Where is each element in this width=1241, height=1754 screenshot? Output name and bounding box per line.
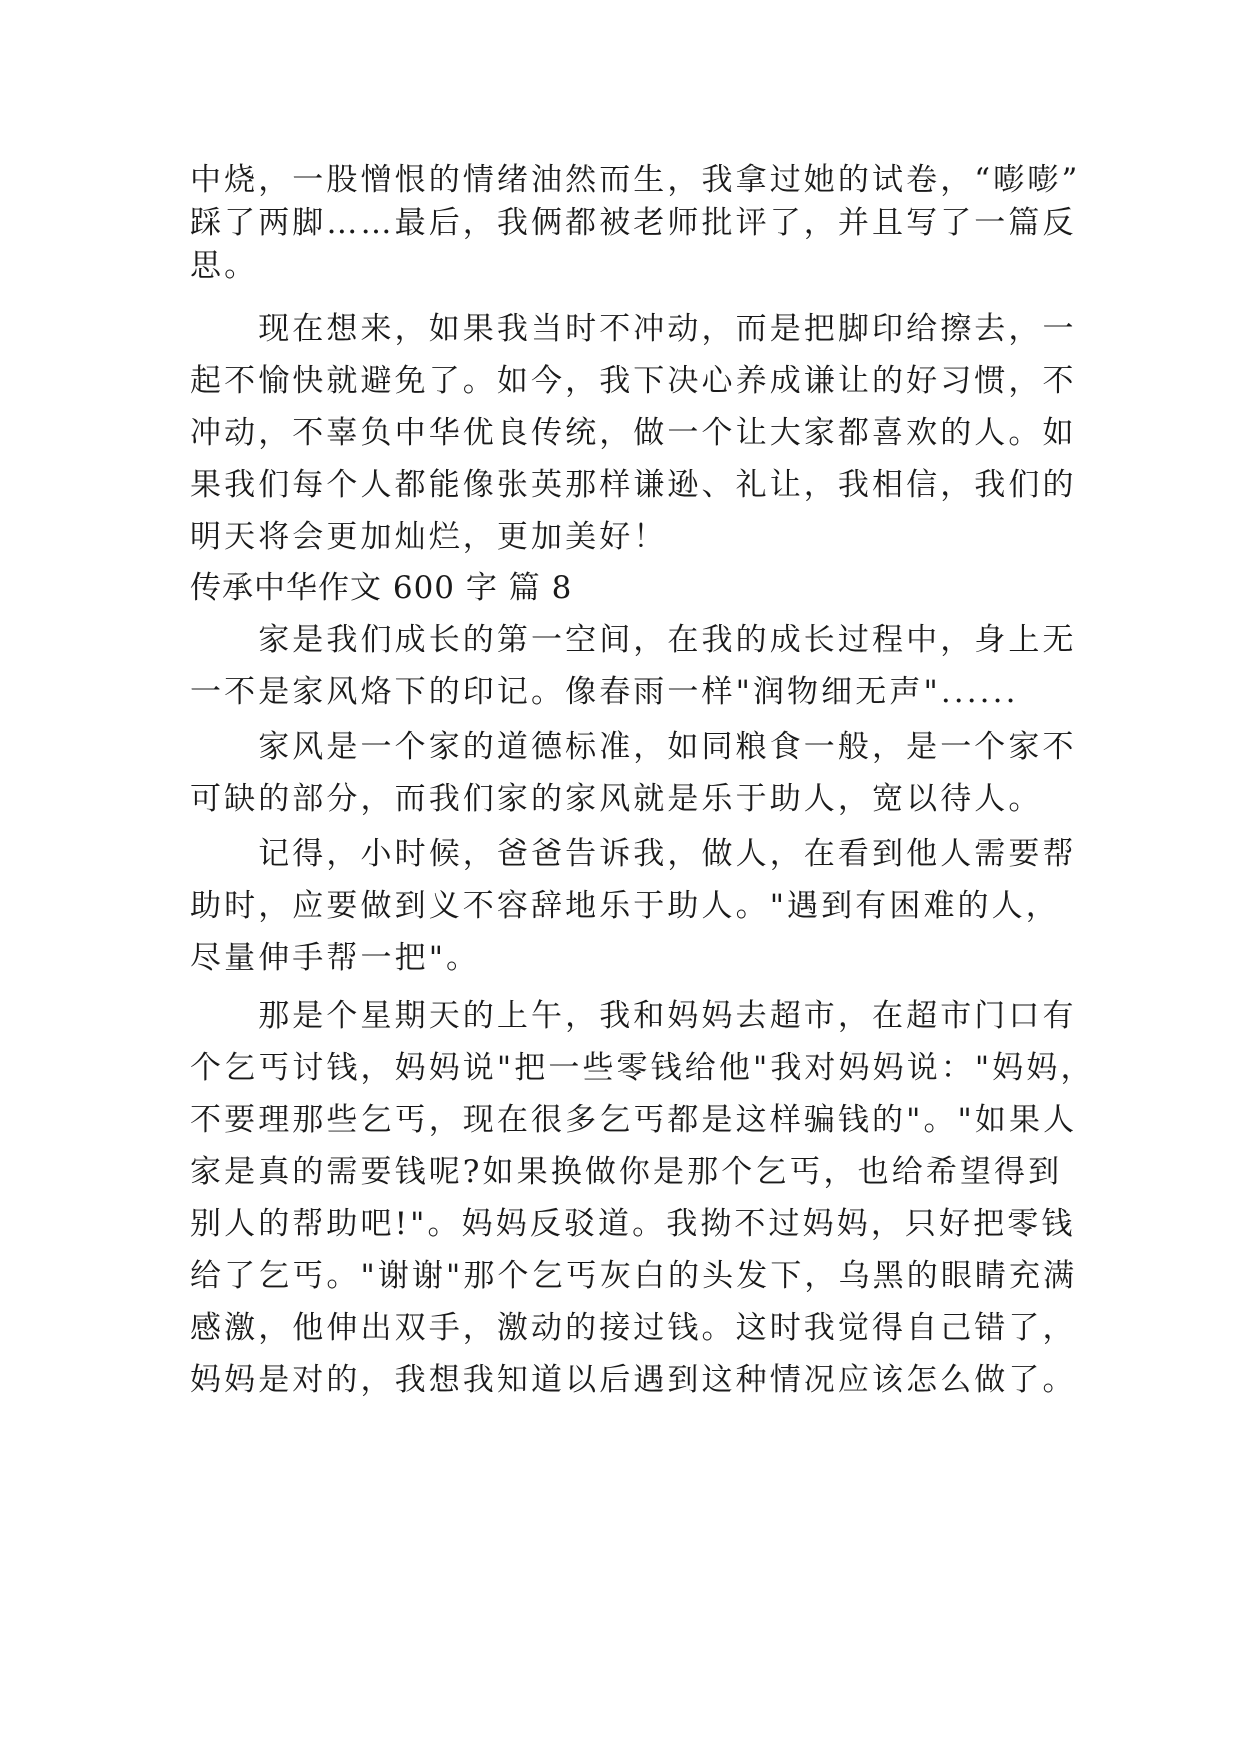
text-line: 起不愉快就避免了。如今，我下决心养成谦让的好习惯，不 xyxy=(190,363,1077,399)
section-heading: 传承中华作文 600 字 篇 8 xyxy=(190,570,573,606)
text-line: 中烧，一股憎恨的情绪油然而生，我拿过她的试卷，“嘭嘭” xyxy=(190,162,1081,198)
text-line: 可缺的部分，而我们家的家风就是乐于助人，宽以待人。 xyxy=(190,781,1043,817)
text-line: 冲动，不辜负中华优良传统，做一个让大家都喜欢的人。如 xyxy=(190,415,1077,451)
text-line: 思。 xyxy=(190,248,259,284)
text-line: 明天将会更加灿烂，更加美好！ xyxy=(190,519,668,555)
text-line: 尽量伸手帮一把"。 xyxy=(190,940,481,976)
text-line: 妈妈是对的，我想我知道以后遇到这种情况应该怎么做了。 xyxy=(190,1362,1077,1398)
text-line: 助时，应要做到义不容辞地乐于助人。"遇到有困难的人， xyxy=(190,888,1060,924)
text-line: 踩了两脚……最后，我俩都被老师批评了，并且写了一篇反 xyxy=(190,205,1077,241)
text-line: 现在想来，如果我当时不冲动，而是把脚印给擦去，一 xyxy=(190,311,1077,347)
text-line: 那是个星期天的上午，我和妈妈去超市，在超市门口有 xyxy=(190,998,1077,1034)
text-line: 不要理那些乞丐，现在很多乞丐都是这样骗钱的"。"如果人 xyxy=(190,1102,1078,1138)
text-line: 一不是家风烙下的印记。像春雨一样"润物细无声"...... xyxy=(190,674,1019,710)
text-line: 家是真的需要钱呢?如果换做你是那个乞丐，也给希望得到 xyxy=(190,1154,1063,1190)
text-line: 别人的帮助吧!"。妈妈反驳道。我拗不过妈妈，只好把零钱 xyxy=(190,1206,1076,1242)
text-line: 给了乞丐。"谢谢"那个乞丐灰白的头发下，乌黑的眼睛充满 xyxy=(190,1258,1078,1294)
text-line: 家风是一个家的道德标准，如同粮食一般，是一个家不 xyxy=(190,729,1077,765)
text-line: 果我们每个人都能像张英那样谦逊、礼让，我相信，我们的 xyxy=(190,467,1077,503)
text-line: 感激，他伸出双手，激动的接过钱。这时我觉得自己错了， xyxy=(190,1310,1077,1346)
text-line: 记得，小时候，爸爸告诉我，做人，在看到他人需要帮 xyxy=(190,836,1077,872)
text-line: 家是我们成长的第一空间，在我的成长过程中，身上无 xyxy=(190,622,1077,658)
text-line: 个乞丐讨钱，妈妈说"把一些零钱给他"我对妈妈说："妈妈， xyxy=(190,1050,1095,1086)
